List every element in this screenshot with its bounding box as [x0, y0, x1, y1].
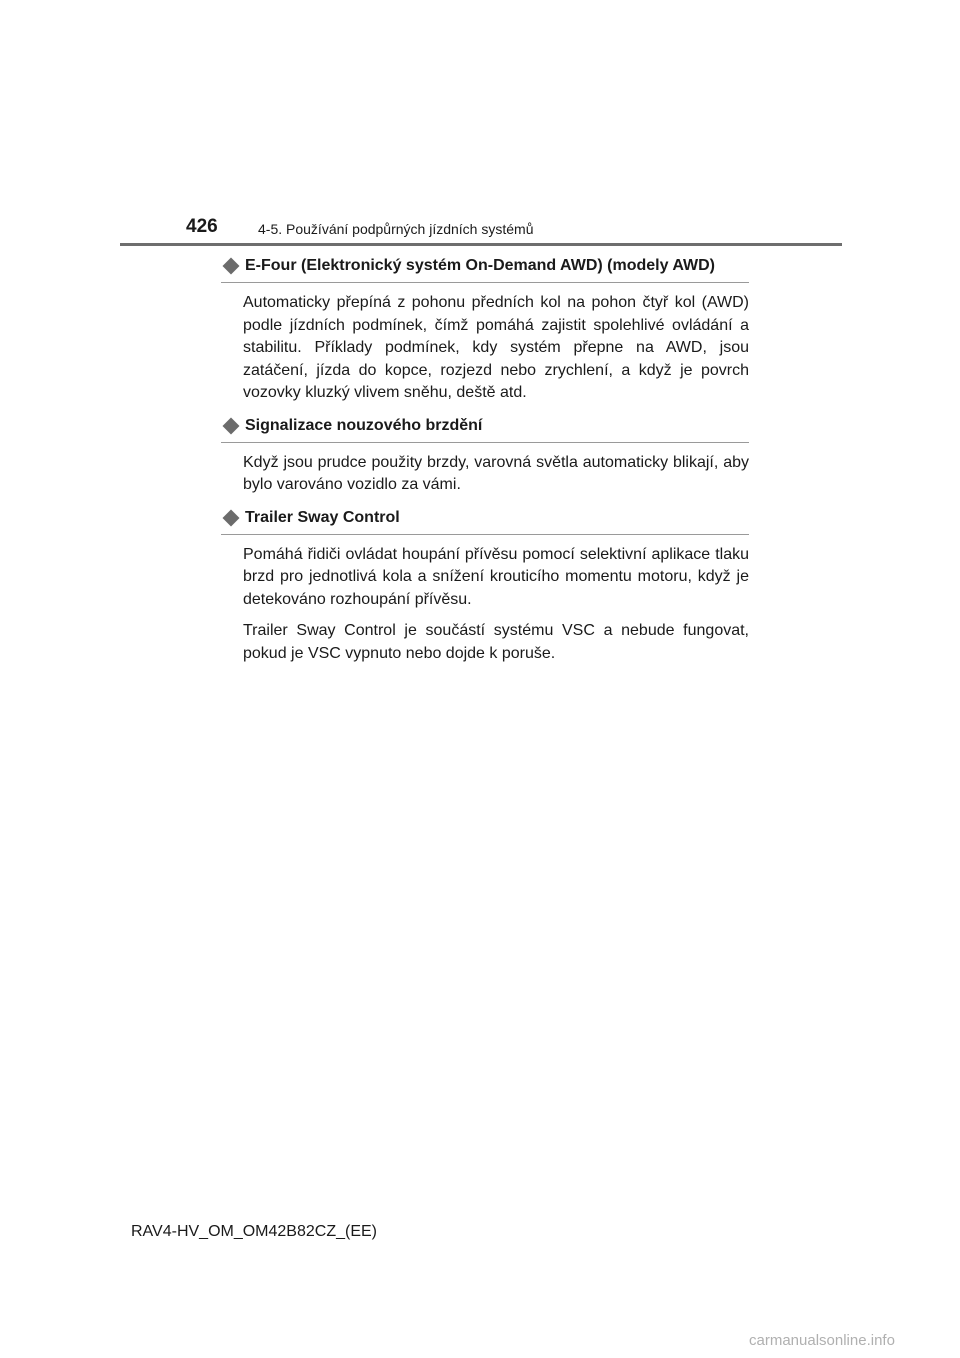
section-heading-e-four	[221, 254, 749, 283]
header-rule	[120, 243, 842, 246]
heading-text: Trailer Sway Control	[245, 508, 400, 526]
watermark: carmanualsonline.info	[749, 1332, 895, 1349]
diamond-icon	[223, 417, 240, 434]
section-heading-trailer-sway	[221, 506, 749, 535]
section-title: 4-5. Používání podpůrných jízdních systémů	[258, 221, 534, 237]
heading-text: E-Four (Elektronický systém On-Demand AWD) (modely AWD)	[245, 257, 715, 274]
paragraph: Trailer Sway Control je součástí systému VSC a nebude fungovat, pokud je VSC vypnuto nebo dojde k poruše.	[243, 622, 749, 662]
heading-text: Signalizace nouzového brzdění	[245, 416, 483, 434]
paragraph: Pomáhá řidiči ovládat houpání přívěsu pomocí selektivní aplikace tlaku brzd pro jednotlivá kola a snížení krouticího momentu motoru, když je detekováno rozhoupání přívěsu.	[243, 545, 749, 608]
diamond-icon	[223, 509, 240, 526]
content-area	[221, 254, 749, 665]
diamond-icon	[223, 258, 240, 275]
page-number: 426	[186, 216, 218, 237]
section-heading-emergency-braking	[221, 414, 749, 443]
document-code: RAV4-HV_OM_OM42B82CZ_(EE)	[131, 1223, 377, 1240]
paragraph: Automaticky přepíná z pohonu předních kol na pohon čtyř kol (AWD) podle jízdních podmínek, čímž pomáhá zajistit spolehlivé ovládání a stabilitu. Příklady podmínek, kdy systém přepne na AWD, jsou zatáčení, jízda do kopce, rozjezd nebo zrychlení, a když je povrch vozovky kluzký vlivem sněhu, deště atd.	[243, 294, 749, 401]
paragraph: Když jsou prudce použity brzdy, varovná světla automaticky blikají, aby bylo varováno vozidlo za vámi.	[243, 453, 749, 493]
